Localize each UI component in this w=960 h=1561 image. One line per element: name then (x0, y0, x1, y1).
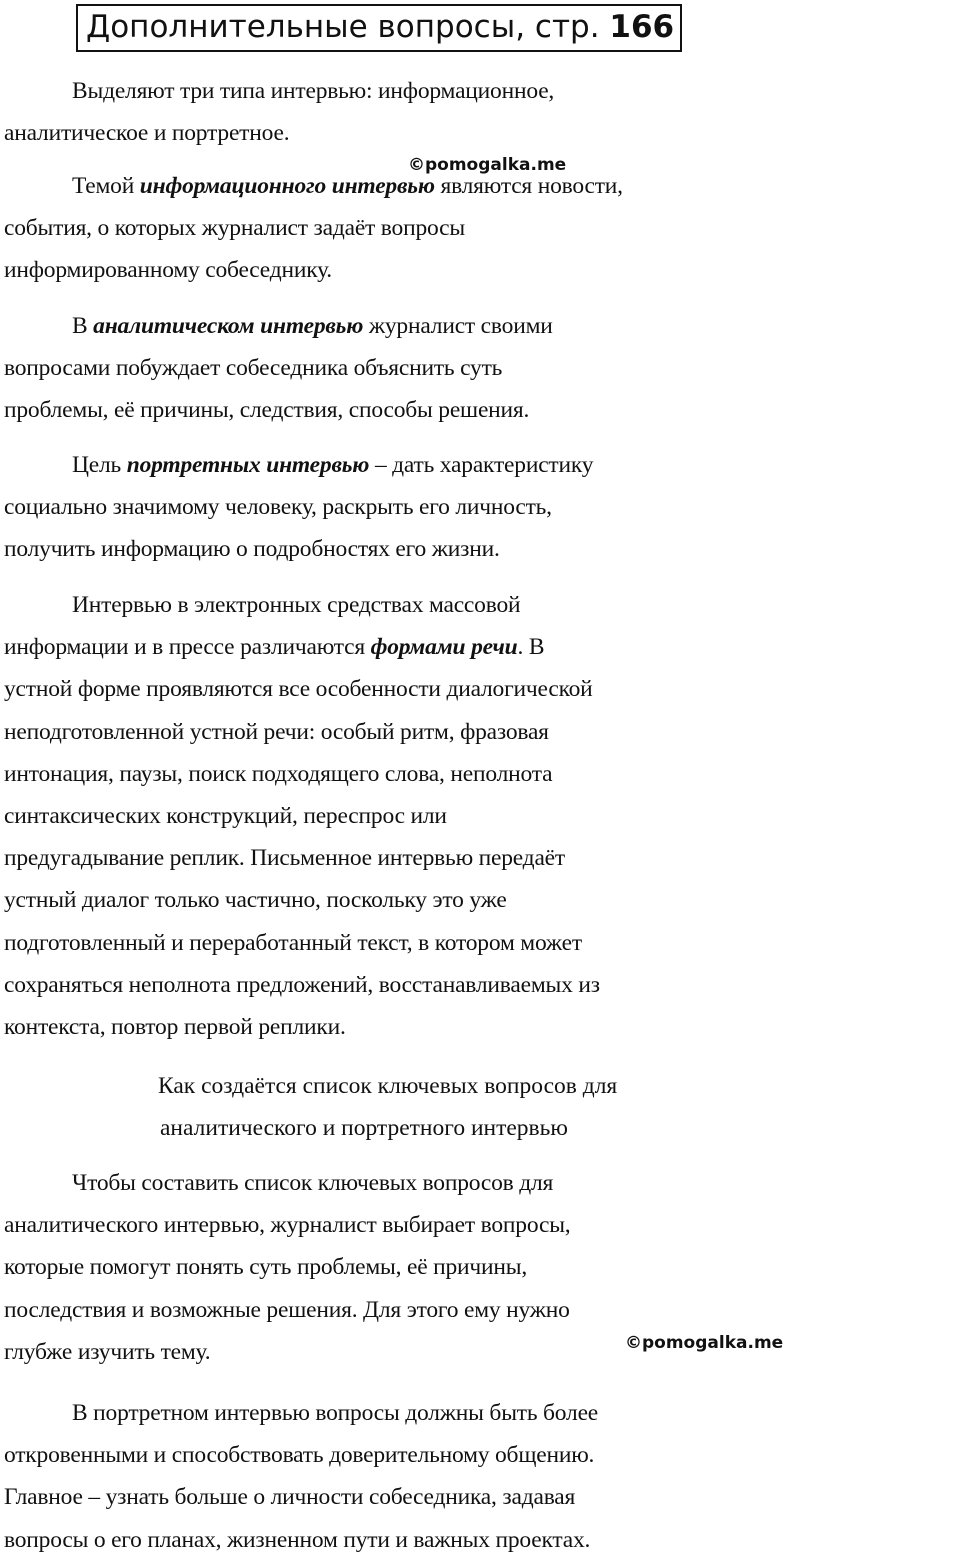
text-line (4, 305, 954, 347)
text-line: аналитическое и портретное. (4, 120, 290, 147)
text-line: аналитического интервью, журналист выбирает вопросы, (4, 1212, 571, 1239)
text-line: информированному собеседнику. (4, 257, 332, 284)
text-segment: . В (517, 634, 545, 661)
text-line: подготовленный и переработанный текст, в котором может (4, 929, 582, 956)
text-line: Главное – узнать больше о личности собеседника, задавая (4, 1484, 576, 1511)
paragraph-analytical-interview (4, 305, 954, 432)
paragraph-analytical-questions (4, 1162, 954, 1373)
text-line: неподготовленной устной речи: особый ритм, фразовая (4, 718, 549, 745)
emphasized-term: портретных интервью (126, 452, 370, 478)
text-line: В портретном интервью вопросы должны быть более (72, 1400, 599, 1426)
text-segment: – дать характеристику (369, 452, 594, 478)
text-line (4, 444, 954, 486)
paragraph-portrait-questions (4, 1392, 954, 1561)
text-segment: В (72, 313, 94, 339)
heading-page-number: 166 (609, 9, 675, 45)
text-line: устной форме проявляются все особенности диалогической (4, 676, 593, 703)
paragraph-interview-types (4, 70, 954, 154)
text-line: предугадывание реплик. Письменное интервью передаёт (4, 845, 565, 872)
text-line: социально значимому человеку, раскрыть его личность, (4, 494, 552, 521)
text-line: которые помогут понять суть проблемы, её причины, (4, 1254, 528, 1281)
subtitle-key-questions (0, 1065, 960, 1149)
heading-text: Дополнительные вопросы, стр. (86, 9, 600, 45)
text-line: события, о которых журналист задаёт вопросы (4, 215, 465, 242)
text-line: Чтобы составить список ключевых вопросов для (72, 1170, 554, 1196)
text-segment: Цель (72, 452, 127, 478)
watermark: ©pomogalka.me (625, 1333, 784, 1353)
text-line: контекста, повтор первой реплики. (4, 1014, 346, 1041)
text-segment: Темой (72, 173, 140, 199)
text-line (4, 165, 954, 207)
text-line: Выделяют три типа интервью: информационное, (72, 78, 555, 104)
text-line: синтаксических конструкций, переспрос или (4, 803, 447, 830)
subtitle-line: аналитического и портретного интервью (160, 1115, 568, 1142)
text-line: сохраняться неполнота предложений, восстанавливаемых из (4, 971, 600, 998)
text-line: получить информацию о подробностях его жизни. (4, 536, 500, 563)
text-segment: информации и в прессе различаются (4, 634, 371, 661)
emphasized-term: аналитическом интервью (93, 313, 364, 339)
paragraph-portrait-interview (4, 444, 954, 571)
paragraph-speech-forms (4, 584, 954, 1048)
watermark: ©pomogalka.me (408, 155, 567, 175)
text-line: вопросы о его планах, жизненном пути и важных проектах. (4, 1526, 591, 1553)
subtitle-line: Как создаётся список ключевых вопросов для (158, 1073, 618, 1099)
text-line: устный диалог только частично, поскольку это уже (4, 887, 507, 914)
text-segment: являются новости, (434, 173, 623, 199)
text-line: вопросами побуждает собеседника объяснить суть (4, 355, 503, 382)
paragraph-informational-interview (4, 165, 954, 292)
section-heading (76, 4, 682, 52)
text-line: Интервью в электронных средствах массовой (72, 592, 521, 618)
text-line (4, 626, 954, 668)
text-segment: журналист своими (363, 313, 553, 339)
text-line: глубже изучить тему. (4, 1338, 211, 1365)
text-line: проблемы, её причины, следствия, способы решения. (4, 397, 530, 424)
text-line: откровенными и способствовать доверительному общению. (4, 1442, 595, 1469)
text-line: последствия и возможные решения. Для этого ему нужно (4, 1296, 570, 1323)
emphasized-term: информационного интервью (139, 173, 435, 199)
emphasized-term: формами речи (370, 634, 518, 661)
text-line: интонация, паузы, поиск подходящего слова, неполнота (4, 760, 553, 787)
